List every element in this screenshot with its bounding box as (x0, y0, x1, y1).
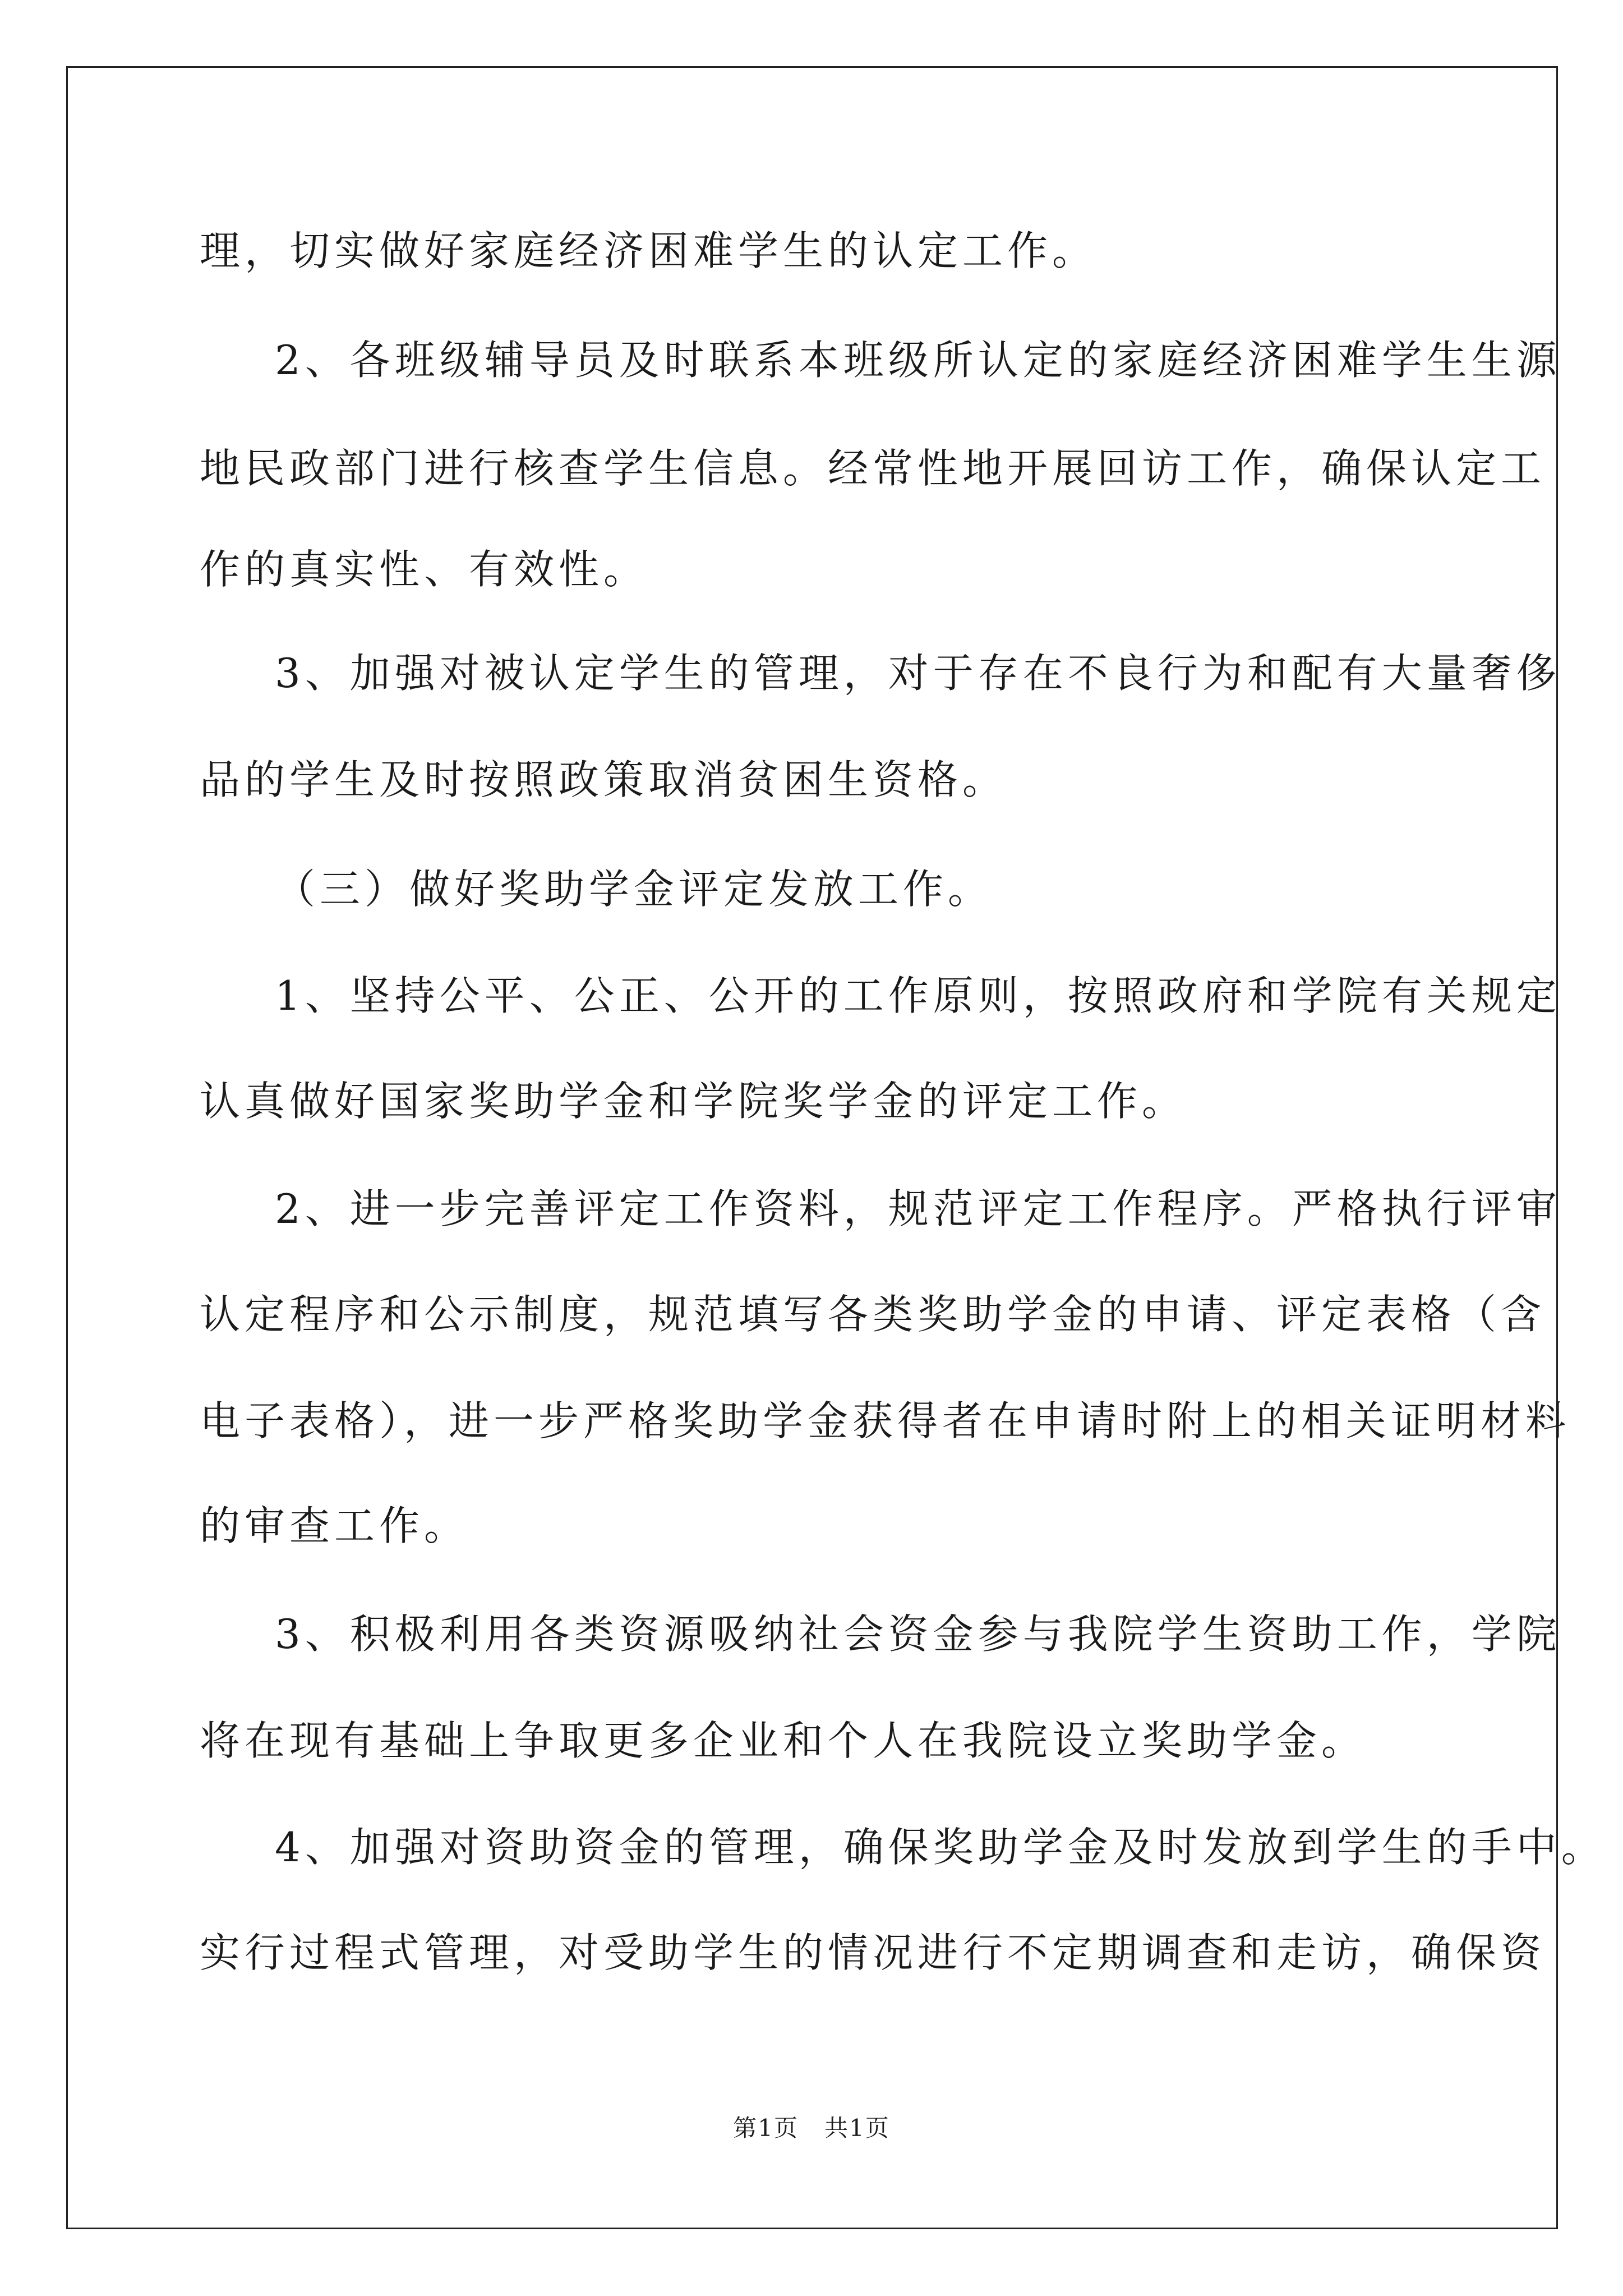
paragraph-line: 3、加强对被认定学生的管理，对于存在不良行为和配有大量奢侈 (275, 650, 1561, 697)
paragraph-line: 1、坚持公平、公正、公开的工作原则，按照政府和学院有关规定 (275, 972, 1561, 1019)
paragraph-line: 2、进一步完善评定工作资料，规范评定工作程序。严格执行评审 (275, 1185, 1561, 1232)
paragraph-line: 4、加强对资助资金的管理，确保奖助学金及时发放到学生的手中。 (275, 1824, 1606, 1871)
paragraph-line: 认真做好国家奖助学金和学院奖学金的评定工作。 (200, 1078, 1187, 1125)
paragraph-line: 品的学生及时按照政策取消贫困生资格。 (200, 756, 1008, 803)
page-border (66, 66, 1606, 2229)
paragraph-line: 的审查工作。 (200, 1502, 469, 1549)
paragraph-line: 电子表格），进一步严格奖助学金获得者在申请时附上的相关证明材料 (200, 1397, 1571, 1444)
paragraph-line: 理，切实做好家庭经济困难学生的认定工作。 (200, 227, 1098, 274)
paragraph-line: 作的真实性、有效性。 (200, 546, 649, 593)
paragraph-line: 实行过程式管理，对受助学生的情况进行不定期调查和走访，确保资 (200, 1929, 1546, 1976)
paragraph-line: 认定程序和公示制度，规范填写各类奖助学金的申请、评定表格（含 (200, 1291, 1546, 1338)
paragraph-line: 2、各班级辅导员及时联系本班级所认定的家庭经济困难学生生源 (275, 337, 1561, 384)
paragraph-line: 将在现有基础上争取更多企业和个人在我院设立奖助学金。 (200, 1717, 1367, 1764)
section-heading: （三）做好奖助学金评定发放工作。 (275, 866, 993, 913)
page-footer: 第1页 共1页 (733, 2114, 890, 2142)
paragraph-line: 3、积极利用各类资源吸纳社会资金参与我院学生资助工作，学院 (275, 1611, 1561, 1658)
paragraph-line: 地民政部门进行核查学生信息。经常性地开展回访工作，确保认定工 (200, 445, 1546, 492)
